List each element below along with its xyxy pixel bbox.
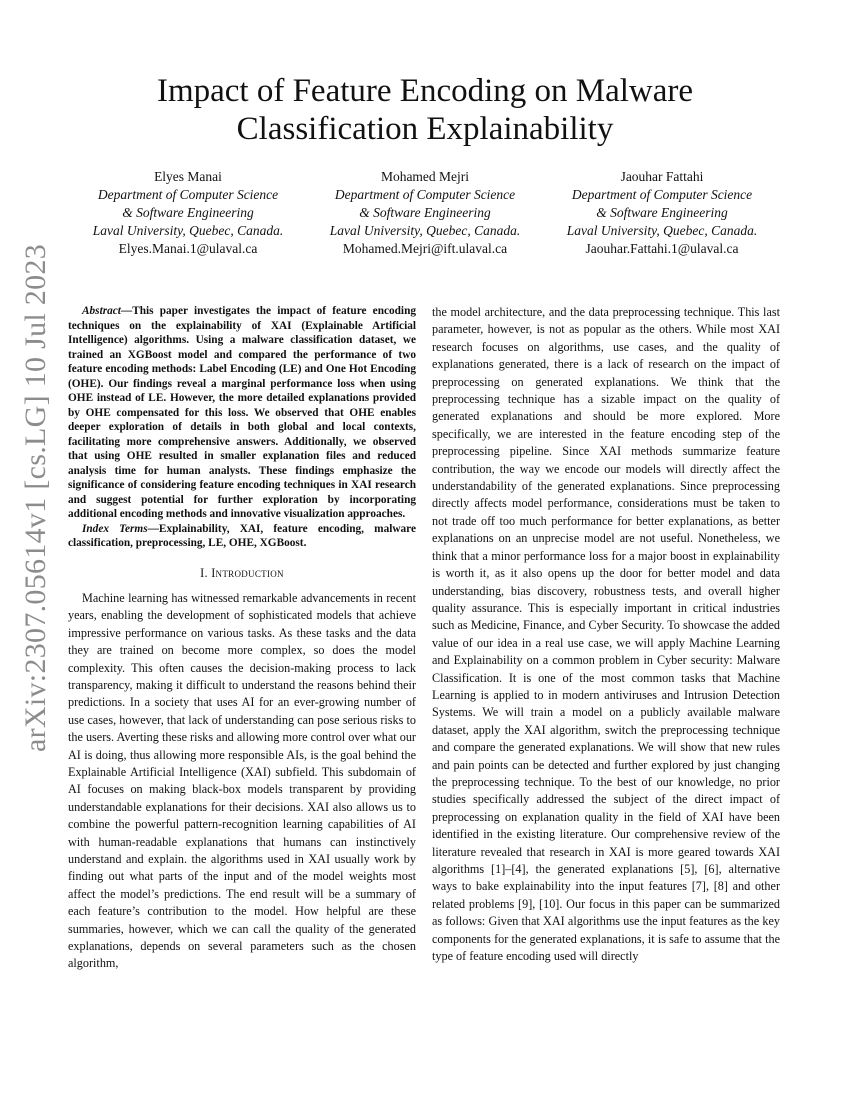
- author-university: Laval University, Quebec, Canada.: [92, 223, 284, 238]
- author-block: [70, 168, 780, 268]
- arxiv-identifier-stamp: [8, 243, 64, 753]
- author-department: Department of Computer Science: [334, 187, 516, 202]
- right-column: [432, 304, 780, 965]
- index-terms: [68, 522, 416, 551]
- section-title: Introduction: [211, 565, 284, 580]
- author-department-line2: & Software Engineering: [596, 205, 728, 220]
- author-department: Department of Computer Science: [97, 187, 279, 202]
- author-name: Elyes Manai: [154, 169, 222, 184]
- author-email: Mohamed.Mejri@ift.ulaval.ca: [342, 241, 508, 256]
- left-column: [68, 304, 416, 973]
- author-department: Department of Computer Science: [571, 187, 753, 202]
- paper-title: [70, 72, 780, 148]
- author-department-line2: & Software Engineering: [359, 205, 491, 220]
- author-name: Mohamed Mejri: [380, 169, 470, 184]
- title-line-1: Impact of Feature Encoding on Malware: [156, 73, 694, 109]
- section-heading-introduction: [68, 565, 416, 582]
- abstract: [68, 304, 416, 522]
- abstract-text: —This paper investigates the impact of feature encoding techniques on the explainability of XAI (Explainable Artificial Intelligence) algorithms. Using a malware classification dataset, we trained an XGBoost model and compared the performance of two feature encoding methods: Label Encoding (LE) and One Hot Encoding (OHE). Our findings reveal a marginal performance loss when using OHE instead of LE. However, the more detailed explanations provided by OHE compensated for this loss. We observed that OHE enables deeper exploration of details in both global and local contexts, facilitating more comprehensive answers. Additionally, we observed that using OHE resulted in smaller explanation files and reduced analysis time for human analysts. These findings emphasize the significance of considering feature encoding techniques in XAI research and suggest potential for further exploration by incorporating additional encoding methods and innovative visualization approaches.: [68, 305, 416, 520]
- author-name: Jaouhar Fattahi: [620, 169, 704, 184]
- author-university: Laval University, Quebec, Canada.: [566, 223, 758, 238]
- intro-paragraph-left: Machine learning has witnessed remarkable advancements in recent years, enabling the development of sophisticated models that achieve impressive performance on various tasks. As these tasks and the data they are trained on become more complex, so does the model complexity. This often causes the decision-making process to lack transparency, making it difficult to understand the reasons behind their predictions. In a society that uses AI for an ever-growing number of use cases, however, that lack of understanding can pose serious risks to the users. Averting these risks and allowing more control over what our AI is doing, thus allowing more responsible AIs, is the goal behind the Explainable Artificial Intelligence (XAI) subfield. This subdomain of AI focuses on making black-box models transparent by providing understandable explanations for their decisions. XAI also allows us to combine the powerful pattern-recognition learning capabilities of AI with human-readable explanations that humans can instinctively understand and explain. the algorithms used in XAI usually work by finding out what parts of the input and of the model weights most affect the model’s predictions. The end result will be a summary of each feature’s contribution to the model. How helpful are these summaries, however, which we can call the quality of the generated explanations, depends on several parameters such as the chosen algorithm,: [68, 590, 416, 971]
- author-department-line2: & Software Engineering: [122, 205, 254, 220]
- author-email: Jaouhar.Fattahi.1@ulaval.ca: [585, 241, 739, 256]
- index-terms-text: —Explainability, XAI, feature encoding, malware classification, preprocessing, LE, OHE, XGBoost.: [68, 522, 416, 549]
- author-university: Laval University, Quebec, Canada.: [329, 223, 521, 238]
- index-terms-label: Index Terms: [82, 522, 148, 535]
- author-2: [307, 168, 543, 258]
- author-3: [544, 168, 780, 258]
- section-number: I.: [200, 565, 212, 580]
- author-email: Elyes.Manai.1@ulaval.ca: [118, 241, 258, 256]
- title-line-2: Classification Explainability: [236, 111, 614, 147]
- intro-paragraph-right: the model architecture, and the data preprocessing technique. This last parameter, however, is not as popular as the others. While most XAI research focuses on algorithms, use cases, and the quality of explanations generated, there is a lack of research on the impact of preprocessing on generated explanations. We think that the preprocessing technique has a sizable impact on the quality of generated explanations and should be more explored. More specifically, we are interested in the feature encoding step of the preprocessing pipeline. Since XAI methods summarize feature contribution, the way we encode our models will directly affect the understandability of the generated explanations. Since preprocessing directly affects model performance, considerations must be taken to not trade off too much performance for better explanations, as better explanations on an unprecise model are not useful. Nonetheless, we think that a minor performance loss for a major boost in explainability is worth it, as it also opens up the door for better model and data understanding, bias discovery, robustness tests, and overall higher quality assurance. This is especially important in critical industries such as Medicine, Finance, and Cyber Security. To showcase the added value of our idea in a real use case, we will apply Machine Learning and Explainability on a common problem in Cyber security: Malware Classification. It is one of the most common tasks that Machine Learning is applied to in modern antiviruses and Intrusion Detection Systems. We will train a model on a publicly available malware dataset, apply the XAI algorithm, switch the preprocessing technique and compare the generated explanations. We will show that new rules and pain points can be detected and further explored by just changing the preprocessing technique. To the best of our knowledge, no prior studies specifically addressed the subject of the direct impact of preprocessing on explanation quality in the field of XAI have been identified in the existing literature. Our comprehensive review of the literature revealed that research in XAI is more geared towards XAI algorithms [1]–[4], the generated explanations [5], [6], alternative ways to bake explainability into the input features [7], [8] and other related problems [9], [10]. Our focus in this paper can be summarized as follows: Given that XAI algorithms use the input features as the key components for the generated explanations, it is safe to assume that the type of feature encoding used will directly: [432, 305, 780, 964]
- arxiv-identifier-text: arXiv:2307.05614v1 [cs.LG] 10 Jul 2023: [19, 243, 53, 753]
- author-1: [70, 168, 306, 258]
- abstract-label: Abstract: [82, 305, 121, 317]
